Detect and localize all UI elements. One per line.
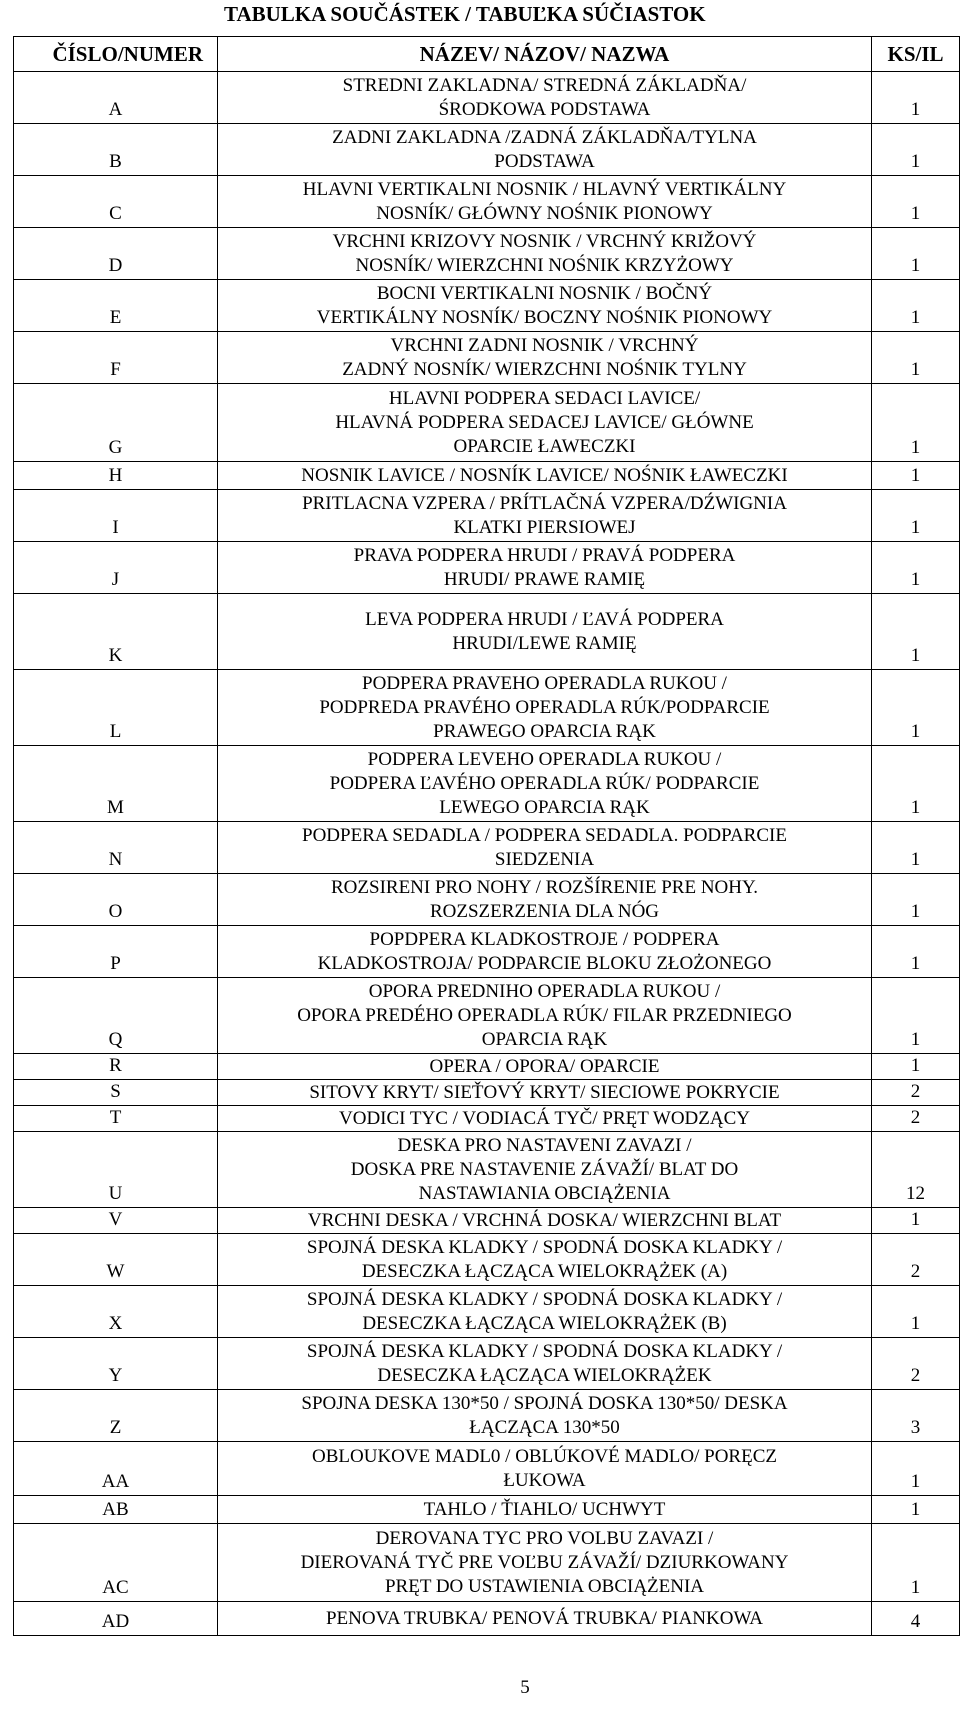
part-name-line: VODICI TYC / VODIACÁ TYČ/ PRĘT WODZĄCY [339, 1107, 750, 1129]
part-name-line: OPERA / OPORA/ OPARCIE [429, 1055, 660, 1077]
part-code: U [14, 1132, 218, 1208]
table-row [14, 542, 960, 594]
part-quantity: 1 [872, 176, 960, 228]
table-row [14, 926, 960, 978]
part-name [218, 72, 872, 124]
part-name-line: PODPERA ĽAVÉHO OPERADLA RÚK/ PODPARCIE [329, 772, 760, 794]
part-name-line: DEROVANA TYC PRO VOLBU ZAVAZI / [375, 1527, 714, 1549]
part-name-line: DESECZKA ŁĄCZĄCA WIELOKRĄŻEK (B) [362, 1312, 727, 1334]
part-code: AB [14, 1496, 218, 1524]
part-name-line: SITOVY KRYT/ SIEŤOVÝ KRYT/ SIECIOWE POKRYCIE [309, 1081, 780, 1103]
part-code: O [14, 874, 218, 926]
part-name-line: SPOJNÁ DESKA KLADKY / SPODNÁ DOSKA KLADKY / [306, 1340, 783, 1362]
part-name-line: OPORA PREDÉHO OPERADLA RÚK/ FILAR PRZEDNIEGO [297, 1004, 792, 1026]
part-code: Y [14, 1338, 218, 1390]
part-quantity: 1 [872, 1208, 960, 1234]
part-name-line: KLATKI PIERSIOWEJ [453, 516, 636, 538]
header-qty: KS/IL [872, 37, 960, 72]
part-name-line: OPORA PREDNIHO OPERADLA RUKOU / [368, 980, 721, 1002]
part-name-line: NOSNIK LAVICE / NOSNÍK LAVICE/ NOŚNIK ŁAWECZKI [301, 464, 788, 486]
part-quantity: 2 [872, 1234, 960, 1286]
table-row [14, 1234, 960, 1286]
part-name-line: HRUDI/LEWE RAMIĘ [452, 632, 637, 654]
part-code: I [14, 490, 218, 542]
part-name-line: PRITLACNA VZPERA / PRÍTLAČNÁ VZPERA/DŹWIGNIA [302, 492, 787, 514]
part-name [218, 874, 872, 926]
table-row [14, 280, 960, 332]
table-row [14, 72, 960, 124]
part-name [218, 746, 872, 822]
part-quantity: 2 [872, 1106, 960, 1132]
part-name-line: DESECZKA ŁĄCZĄCA WIELOKRĄŻEK (A) [361, 1260, 728, 1282]
part-name-line: PODPERA PRAVEHO OPERADLA RUKOU / [362, 672, 727, 694]
part-code: B [14, 124, 218, 176]
part-name [218, 1602, 872, 1636]
part-name-line: ZADNI ZAKLADNA /ZADNÁ ZÁKLADŇA/TYLNA [332, 126, 757, 148]
part-quantity: 1 [872, 462, 960, 490]
table-row [14, 1208, 960, 1234]
part-name-line: VRCHNI DESKA / VRCHNÁ DOSKA/ WIERZCHNI BLAT [307, 1209, 782, 1231]
part-quantity: 1 [872, 124, 960, 176]
part-code: E [14, 280, 218, 332]
part-quantity: 1 [872, 746, 960, 822]
part-quantity: 1 [872, 542, 960, 594]
part-code: J [14, 542, 218, 594]
part-name [218, 1208, 872, 1234]
part-name-line: SPOJNA DESKA 130*50 / SPOJNÁ DOSKA 130*50/ DESKA [301, 1392, 788, 1414]
part-name-line: NASTAWIANIA OBCIĄŻENIA [418, 1182, 671, 1204]
part-name [218, 490, 872, 542]
part-name-line: ŚRODKOWA PODSTAWA [438, 98, 651, 120]
part-name-line: PODPERA LEVEHO OPERADLA RUKOU / [367, 748, 722, 770]
part-code: AC [14, 1524, 218, 1602]
part-name-line: HLAVNÁ PODPERA SEDACEJ LAVICE/ GŁÓWNE [335, 411, 754, 433]
part-name [218, 1496, 872, 1524]
part-quantity: 1 [872, 874, 960, 926]
part-name [218, 670, 872, 746]
part-name [218, 1524, 872, 1602]
table-row [14, 332, 960, 384]
part-name-line: KLADKOSTROJA/ PODPARCIE BLOKU ZŁOŻONEGO [317, 952, 772, 974]
part-code: V [14, 1208, 218, 1234]
part-name-line: HRUDI/ PRAWE RAMIĘ [443, 568, 646, 590]
table-row [14, 490, 960, 542]
part-name [218, 1286, 872, 1338]
part-name [218, 332, 872, 384]
part-name [218, 542, 872, 594]
part-name-line: POPDPERA KLADKOSTROJE / PODPERA [369, 928, 720, 950]
part-name-line: SIEDZENIA [494, 848, 595, 870]
part-name [218, 926, 872, 978]
part-name [218, 1106, 872, 1132]
part-name-line: VERTIKÁLNY NOSNÍK/ BOCZNY NOŚNIK PIONOWY [316, 306, 773, 328]
part-name [218, 594, 872, 670]
part-name-line: LEWEGO OPARCIA RĄK [439, 796, 650, 818]
part-code: H [14, 462, 218, 490]
part-name [218, 1080, 872, 1106]
part-name-line: OPARCIE ŁAWECZKI [453, 435, 636, 457]
part-quantity: 2 [872, 1080, 960, 1106]
part-quantity: 1 [872, 1524, 960, 1602]
part-name-line: LEVA PODPERA HRUDI / ĽAVÁ PODPERA [365, 608, 724, 630]
part-name-line: ŁUKOWA [503, 1469, 586, 1491]
part-quantity: 4 [872, 1602, 960, 1636]
part-code: M [14, 746, 218, 822]
part-name-line: PRAVA PODPERA HRUDI / PRAVÁ PODPERA [353, 544, 736, 566]
part-name [218, 1132, 872, 1208]
part-code: K [14, 594, 218, 670]
part-quantity: 1 [872, 822, 960, 874]
part-name-line: ZADNÝ NOSNÍK/ WIERZCHNI NOŚNIK TYLNY [342, 358, 747, 380]
part-name [218, 1054, 872, 1080]
part-name-line: PENOVA TRUBKA/ PENOVÁ TRUBKA/ PIANKOWA [325, 1607, 764, 1629]
part-name [218, 1390, 872, 1442]
part-name-line: SPOJNÁ DESKA KLADKY / SPODNÁ DOSKA KLADKY / [306, 1236, 783, 1258]
part-quantity: 1 [872, 228, 960, 280]
part-name [218, 384, 872, 462]
part-name-line: PRAWEGO OPARCIA RĄK [433, 720, 656, 742]
table-row [14, 978, 960, 1054]
part-quantity: 1 [872, 332, 960, 384]
part-name-line: DESECZKA ŁĄCZĄCA WIELOKRĄŻEK [377, 1364, 712, 1386]
part-quantity: 1 [872, 384, 960, 462]
part-name-line: PRĘT DO USTAWIENIA OBCIĄŻENIA [384, 1575, 705, 1597]
part-name-line: NOSNÍK/ WIERZCHNI NOŚNIK KRZYŻOWY [355, 254, 734, 276]
part-name-line: ROZSZERZENIA DLA NÓG [429, 900, 660, 922]
part-code: Q [14, 978, 218, 1054]
table-row [14, 1496, 960, 1524]
table-row [14, 124, 960, 176]
part-quantity: 1 [872, 280, 960, 332]
part-quantity: 1 [872, 926, 960, 978]
table-header-row [14, 37, 960, 72]
table-row [14, 1286, 960, 1338]
part-name-line: PODSTAWA [494, 150, 595, 172]
part-name-line: OPARCIA RĄK [481, 1028, 608, 1050]
part-name-line: DOSKA PRE NASTAVENIE ZÁVAŽÍ/ BLAT DO [350, 1158, 739, 1180]
part-quantity: 1 [872, 1054, 960, 1080]
part-name-line: VRCHNI ZADNI NOSNIK / VRCHNÝ [390, 334, 699, 356]
part-code: D [14, 228, 218, 280]
part-name-line: HLAVNI VERTIKALNI NOSNIK / HLAVNÝ VERTIKÁLNY [302, 178, 787, 200]
part-code: AA [14, 1442, 218, 1496]
part-code: AD [14, 1602, 218, 1636]
part-code: S [14, 1080, 218, 1106]
part-name [218, 462, 872, 490]
table-row [14, 1338, 960, 1390]
header-name: NÁZEV/ NÁZOV/ NAZWA [218, 37, 872, 72]
part-name-line: PODPREDA PRAVÉHO OPERADLA RÚK/PODPARCIE [319, 696, 770, 718]
table-row [14, 874, 960, 926]
part-quantity: 1 [872, 72, 960, 124]
table-row [14, 1390, 960, 1442]
part-code: Z [14, 1390, 218, 1442]
table-row [14, 1442, 960, 1496]
part-code: L [14, 670, 218, 746]
part-name [218, 124, 872, 176]
part-name-line: STREDNI ZAKLADNA/ STREDNÁ ZÁKLADŇA/ [342, 74, 747, 96]
part-quantity: 1 [872, 1286, 960, 1338]
part-name [218, 1234, 872, 1286]
part-name [218, 280, 872, 332]
part-code: G [14, 384, 218, 462]
part-name-line: DESKA PRO NASTAVENI ZAVAZI / [397, 1134, 692, 1156]
part-name [218, 1338, 872, 1390]
part-code: C [14, 176, 218, 228]
table-row [14, 1524, 960, 1602]
table-row [14, 384, 960, 462]
part-name-line: TAHLO / ŤIAHLO/ UCHWYT [423, 1498, 666, 1520]
part-quantity: 1 [872, 670, 960, 746]
table-body [14, 72, 960, 1636]
part-name-line: HLAVNI PODPERA SEDACI LAVICE/ [388, 387, 701, 409]
part-code: P [14, 926, 218, 978]
part-name [218, 822, 872, 874]
table-row [14, 594, 960, 670]
header-code: ČÍSLO/NUMER [14, 37, 218, 72]
part-code: W [14, 1234, 218, 1286]
part-quantity: 1 [872, 978, 960, 1054]
part-name-line: SPOJNÁ DESKA KLADKY / SPODNÁ DOSKA KLADKY / [306, 1288, 783, 1310]
table-row [14, 1054, 960, 1080]
table-row [14, 1080, 960, 1106]
part-name [218, 978, 872, 1054]
part-quantity: 12 [872, 1132, 960, 1208]
table-row [14, 462, 960, 490]
table-row [14, 228, 960, 280]
table-title: TABULKA SOUČÁSTEK / TABUĽKA SÚČIASTOK [224, 2, 706, 26]
table-row [14, 1602, 960, 1636]
part-name-line: OBLOUKOVE MADL0 / OBLÚKOVÉ MADLO/ PORĘCZ [312, 1445, 777, 1467]
part-name-line: ŁĄCZĄCA 130*50 [469, 1416, 620, 1438]
table-row [14, 1106, 960, 1132]
part-name [218, 176, 872, 228]
table-row [14, 176, 960, 228]
part-name [218, 228, 872, 280]
part-quantity: 3 [872, 1390, 960, 1442]
table-row [14, 1132, 960, 1208]
part-name [218, 1442, 872, 1496]
part-quantity: 2 [872, 1338, 960, 1390]
part-name-line: ROZSIRENI PRO NOHY / ROZŠÍRENIE PRE NOHY. [331, 876, 758, 898]
table-row [14, 746, 960, 822]
part-name-line: NOSNÍK/ GŁÓWNY NOŚNIK PIONOWY [376, 202, 713, 224]
part-name-line: DIEROVANÁ TYČ PRE VOĽBU ZÁVAŽÍ/ DZIURKOWANY [300, 1551, 789, 1573]
part-code: X [14, 1286, 218, 1338]
parts-table [13, 36, 960, 1636]
table-row [14, 670, 960, 746]
part-quantity: 1 [872, 1442, 960, 1496]
part-quantity: 1 [872, 1496, 960, 1524]
part-code: A [14, 72, 218, 124]
page-number: 5 [520, 1677, 530, 1698]
part-quantity: 1 [872, 594, 960, 670]
part-code: T [14, 1106, 218, 1132]
part-name-line: VRCHNI KRIZOVY NOSNIK / VRCHNÝ KRIŽOVÝ [332, 230, 757, 252]
part-code: N [14, 822, 218, 874]
part-code: F [14, 332, 218, 384]
part-quantity: 1 [872, 490, 960, 542]
table-row [14, 822, 960, 874]
part-name-line: PODPERA SEDADLA / PODPERA SEDADLA. PODPARCIE [302, 824, 787, 846]
part-code: R [14, 1054, 218, 1080]
part-name-line: BOCNI VERTIKALNI NOSNIK / BOČNÝ [376, 282, 713, 304]
